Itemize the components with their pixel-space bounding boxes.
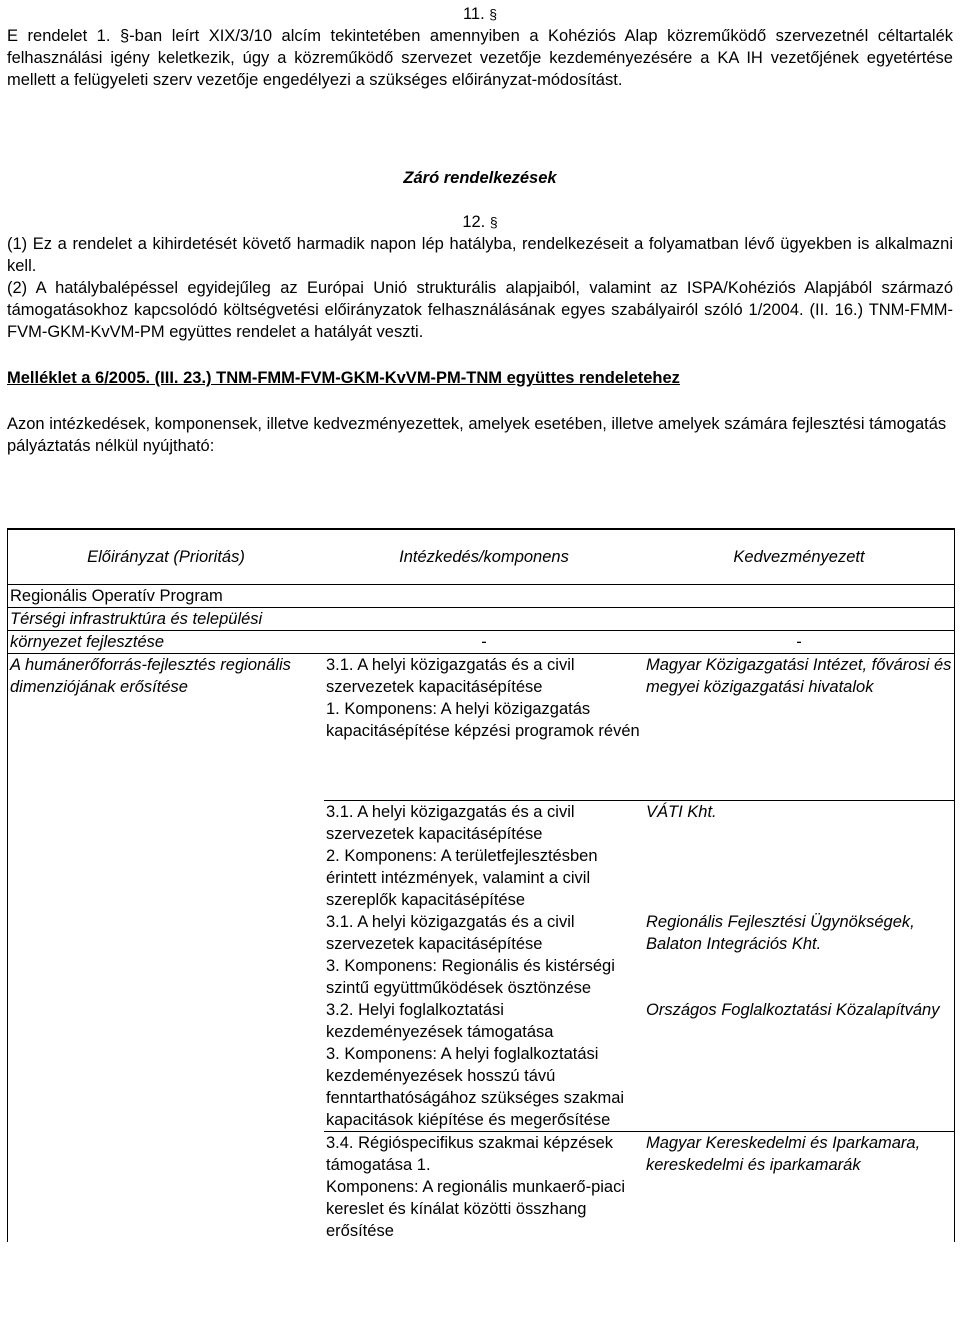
header-measure: Intézkedés/komponens bbox=[324, 529, 644, 585]
annex-intro: Azon intézkedések, komponensek, illetve kedvezményezettek, amelyek esetében, illetve amelyek számára fejlesztési támogatás pályáztatás nélkül nyújtható: bbox=[7, 415, 947, 455]
beneficiary-empty-dash: - bbox=[644, 631, 955, 654]
beneficiary-cell: Országos Foglalkoztatási Közalapítvány bbox=[644, 999, 955, 1132]
beneficiary-cell: Magyar Közigazgatási Intézet, fővárosi és megyei közigazgatási hivatalok bbox=[644, 654, 955, 801]
section-12-paragraph-1: (1) Ez a rendelet a kihirdetését követő harmadik napon lép hatályba, rendelkezéseit a folyamatban lévő ügyekben is alkalmazni kell. bbox=[7, 235, 953, 275]
beneficiary-cell: VÁTI Kht. bbox=[644, 800, 955, 911]
measure-cell: 3.2. Helyi foglalkoztatási kezdeményezések támogatása 3. Komponens: A helyi foglalkoztatási kezdeményezések hosszú távú fenntarthatóságához szükséges szakmai kapacitások kiépítése és megerősítése bbox=[326, 1000, 625, 1129]
program-name: Regionális Operatív Program bbox=[8, 585, 955, 608]
closing-provisions-title: Záró rendelkezések bbox=[403, 169, 557, 187]
measure-cell: 3.4. Régióspecifikus szakmai képzések támogatása 1. Komponens: A regionális munkaerő-piaci kereslet és kínálat közötti összhang erősítése bbox=[324, 1131, 644, 1242]
section-12-heading: 12. § bbox=[462, 213, 498, 231]
table-row bbox=[8, 911, 955, 999]
header-beneficiary: Kedvezményezett bbox=[644, 529, 955, 585]
table-row bbox=[8, 654, 955, 801]
header-priority: Előirányzat (Prioritás) bbox=[8, 529, 325, 585]
annex-table bbox=[7, 528, 955, 1242]
measure-cell: 3.1. A helyi közigazgatás és a civil szervezetek kapacitásépítése 1. Komponens: A helyi közigazgatás kapacitásépítése képzési programok révén bbox=[324, 654, 644, 801]
measure-empty-dash: - bbox=[324, 631, 644, 654]
table-header-row bbox=[8, 529, 955, 585]
table-row bbox=[8, 631, 955, 654]
section-12-paragraph-2: (2) A hatálybalépéssel egyidejűleg az Európai Unió strukturális alapjaiból, valamint az ISPA/Kohéziós Alapjából származó támogatásokhoz kapcsolódó költségvetési előirányzatok felhasználásának egyes szabályairól szóló 1/2004. (II. 16.) TNM-FMM-FVM-GKM-KvVM-PM együttes rendelet a hatályát veszti. bbox=[7, 279, 953, 341]
table-row bbox=[8, 1131, 955, 1242]
priority-1-line-1: Térségi infrastruktúra és települési bbox=[8, 608, 955, 631]
measure-cell: 3.1. A helyi közigazgatás és a civil szervezetek kapacitásépítése 2. Komponens: A területfejlesztésben érintett intézmények, valamint a civil szereplők kapacitásépítése bbox=[324, 800, 644, 911]
measure-cell: 3.1. A helyi közigazgatás és a civil szervezetek kapacitásépítése 3. Komponens: Regionális és kistérségi szintű együttműködések ösztönzése bbox=[326, 912, 615, 997]
priority-1-line-2: környezet fejlesztése bbox=[8, 631, 325, 654]
section-11-text: E rendelet 1. §-ban leírt XIX/3/10 alcím tekintetében amennyiben a Kohéziós Alap közreműködő szervezetnél céltartalék felhasználási igény keletkezik, úgy a közreműködő szervezet vezetője kezdeményezésére a KA IH vezetőjének egyetértése mellett a felügyeleti szerv vezetője engedélyezi a szükséges előirányzat-módosítást. bbox=[7, 27, 953, 89]
table-row bbox=[8, 800, 955, 911]
annex-title: Melléklet a 6/2005. (III. 23.) TNM-FMM-FVM-GKM-KvVM-PM-TNM együttes rendeletehez bbox=[7, 369, 680, 387]
section-11-heading: 11. § bbox=[462, 5, 498, 23]
priority-2: A humánerőforrás-fejlesztés regionális dimenziójának erősítése bbox=[8, 654, 325, 801]
document-page bbox=[7, 0, 953, 1240]
table-row bbox=[8, 585, 955, 608]
beneficiary-cell: Magyar Kereskedelmi és Iparkamara, kereskedelmi és iparkamarák bbox=[644, 1131, 955, 1242]
beneficiary-cell: Regionális Fejlesztési Ügynökségek, Balaton Integrációs Kht. bbox=[644, 911, 955, 999]
table-row bbox=[8, 608, 955, 631]
table-row bbox=[8, 999, 955, 1132]
